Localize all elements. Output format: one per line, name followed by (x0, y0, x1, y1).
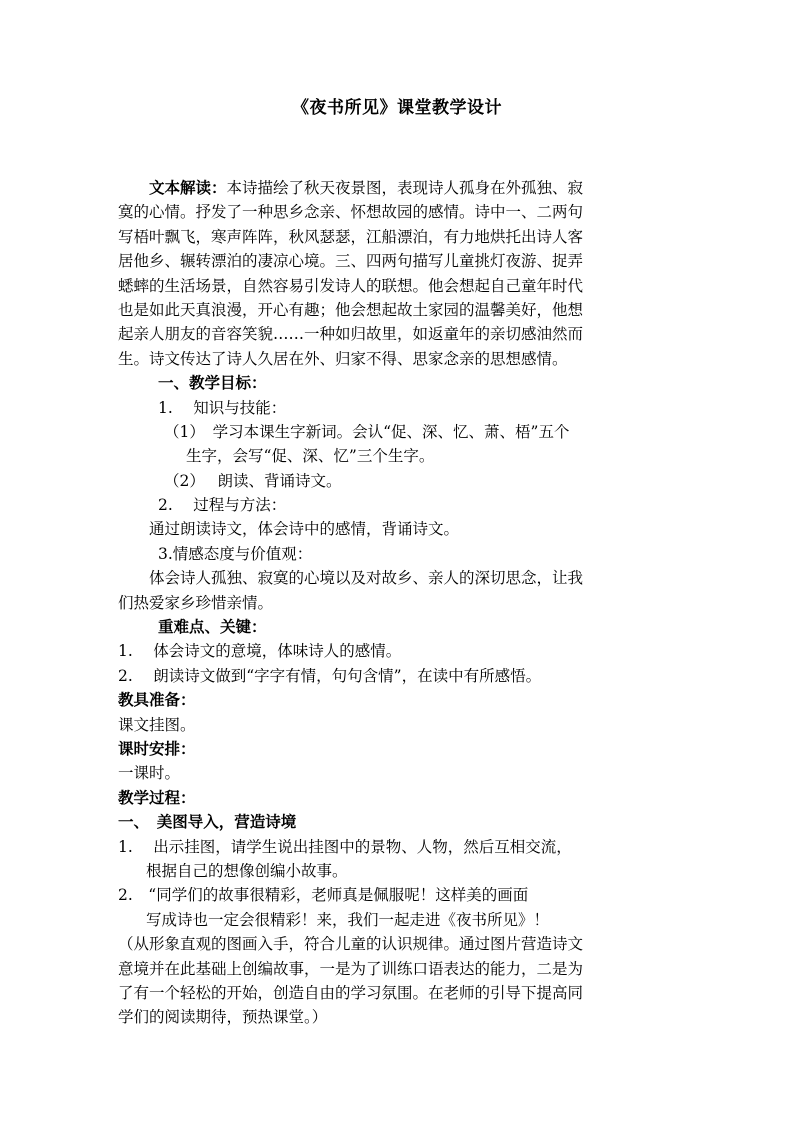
schedule-heading: 课时安排： (118, 738, 196, 758)
intro-line-5: 蟋蟀的生活场景，自然容易引发诗人的联想。他会想起自己童年时代 (118, 276, 584, 295)
intro-line-1: 文本解读：本诗描绘了秋天夜景图，表现诗人孤身在外孤独、寂 (149, 178, 584, 197)
note-line-2: 意境并在此基础上创编故事，一是为了训练口语表达的能力，二是为 (118, 959, 584, 978)
keypoint-1: 1. 体会诗文的意境，体味诗人的感情。 (118, 642, 402, 661)
step-1-item-1-line-1: 1. 出示挂图，请学生说出挂图中的景物、人物，然后互相交流， (118, 837, 572, 856)
step-1-item-2-line-2: 写成诗也一定会很精彩！来，我们一起走进《夜书所见》！ (146, 910, 550, 929)
schedule-text: 一课时。 (118, 764, 181, 783)
intro-line-6: 也是如此天真浪漫，开心有趣；他会想起故土家园的温馨美好，他想 (118, 300, 584, 319)
document-body (118, 176, 678, 1030)
emotion-line-2: 们热爱家乡珍惜亲情。 (118, 593, 274, 612)
process-title: 2. 过程与方法： (158, 496, 287, 515)
tools-text: 课文挂图。 (118, 715, 196, 734)
knowledge-item-2: （2） 朗读、背诵诗文。 (164, 471, 342, 490)
step-1-item-1-line-2: 根据自己的想像创编小故事。 (146, 861, 348, 880)
intro-line-4: 居他乡、辗转漂泊的凄凉心境。三、四两句描写儿童挑灯夜游、捉弄 (118, 252, 584, 271)
keypoint-2: 2. 朗读诗文做到“字字有情，句句含情”，在读中有所感悟。 (118, 666, 542, 685)
step-1-item-2-line-1: 2. “同学们的故事很精彩，老师真是佩服呢！这样美的画面 (118, 886, 529, 905)
emotion-line-1: 体会诗人孤独、寂寞的心境以及对故乡、亲人的深切思念，让我 (149, 569, 584, 588)
intro-line-7: 起亲人朋友的音容笑貌……一种如归故里，如返童年的亲切感油然而 (118, 325, 584, 344)
emotion-title: 3.情感态度与价值观： (158, 544, 313, 563)
goals-heading: 一、教学目标： (158, 373, 267, 393)
process-text: 通过朗读诗文，体会诗中的感情，背诵诗文。 (149, 520, 460, 539)
intro-line-2: 寞的心情。抒发了一种思乡念亲、怀想故园的感情。诗中一、二两句 (118, 203, 584, 222)
knowledge-item-1-line-2: 生字，会写“促、深、忆”三个生字。 (186, 447, 435, 466)
step-1-heading: 一、 美图导入，营造诗境 (118, 812, 297, 832)
document-title: 《夜书所见》课堂教学设计 (292, 98, 502, 118)
note-line-1: （从形象直观的图画入手，符合儿童的认识规律。通过图片营造诗文 (118, 935, 584, 954)
intro-label: 文本解读： (149, 178, 227, 197)
knowledge-title: 1. 知识与技能： (158, 398, 287, 417)
process-heading: 教学过程： (118, 787, 196, 807)
intro-line-8: 生。诗文传达了诗人久居在外、归家不得、思家念亲的思想感情。 (118, 349, 568, 368)
knowledge-item-1-line-1: （1） 学习本课生字新词。会认“促、深、忆、萧、梧”五个 (164, 422, 570, 441)
tools-heading: 教具准备： (118, 690, 196, 710)
note-line-3: 了有一个轻松的开始，创造自由的学习氛围。在老师的引导下提高同 (118, 983, 584, 1002)
keypoints-heading: 重难点、关键： (158, 617, 267, 637)
note-line-4: 学们的阅读期待，预热课堂。） (118, 1008, 328, 1027)
intro-line-3: 写梧叶飘飞，寒声阵阵，秋风瑟瑟，江船漂泊，有力地烘托出诗人客 (118, 227, 584, 246)
